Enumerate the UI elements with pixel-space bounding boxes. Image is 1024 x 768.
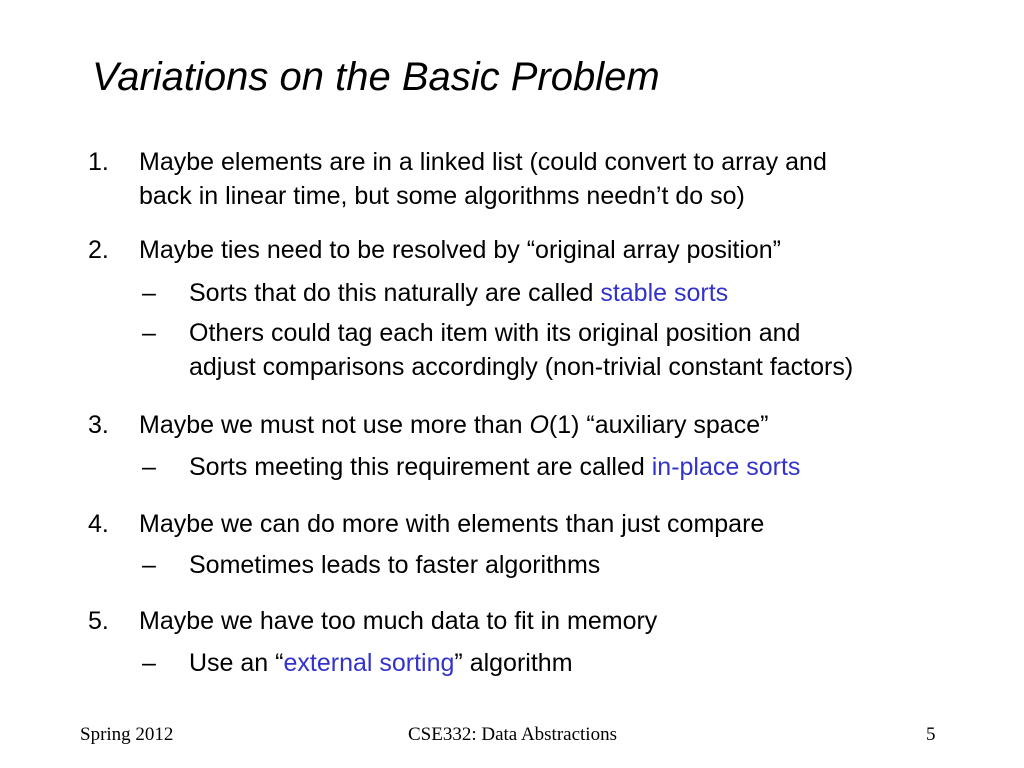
item-4-line-1: Maybe we can do more with elements than just compare: [139, 510, 765, 538]
footer-term: Spring 2012: [80, 724, 174, 745]
footer-course: CSE332: Data Abstractions: [408, 724, 617, 745]
item-3-sub-1-text: [189, 450, 989, 484]
item-5-text: [139, 604, 969, 638]
item-1-text: [139, 145, 969, 213]
footer-page-number: 5: [926, 724, 936, 745]
item-2-sub-2-line-2: adjust comparisons accordingly (non-trivial constant factors): [189, 353, 854, 381]
item-2-sub-2-text: [189, 316, 989, 384]
item-2-sub-1-dash: –: [142, 279, 156, 307]
external-sorting-highlight: external sorting: [283, 649, 455, 677]
item-3-text: [139, 408, 969, 442]
item-4-text: [139, 507, 969, 541]
item-5-sub-1-text: [189, 646, 989, 680]
item-4-sub-1-text: [189, 548, 989, 582]
item-3-sub-1-line: [189, 450, 989, 484]
item-5-sub-1-line: [189, 646, 989, 680]
item-2-sub-2-line-1: Others could tag each item with its original position and: [189, 319, 801, 347]
item-4-sub-1-dash: –: [142, 551, 156, 579]
item-1-line-2: back in linear time, but some algorithms needn’t do so): [139, 182, 745, 210]
stable-sorts-highlight: stable sorts: [600, 279, 729, 307]
item-4-sub-1-line: Sometimes leads to faster algorithms: [189, 551, 601, 579]
item-2-number: 2.: [88, 236, 109, 264]
item-1-number: 1.: [88, 148, 109, 176]
item-5-sub-1-after: ” algorithm: [454, 649, 573, 677]
item-4-number: 4.: [88, 510, 109, 538]
item-3-line-1: [139, 408, 969, 442]
big-o-italic: O: [529, 411, 549, 439]
item-1-line-1: Maybe elements are in a linked list (could convert to array and: [139, 148, 827, 176]
item-2-line-1: Maybe ties need to be resolved by “original array position”: [139, 236, 782, 264]
item-2-text: [139, 233, 969, 267]
item-3-sub-1-dash: –: [142, 453, 156, 481]
in-place-sorts-highlight: in-place sorts: [651, 453, 801, 481]
item-3-sub-1-before: Sorts meeting this requirement are called: [189, 453, 652, 481]
item-2-sub-1-text: [189, 276, 989, 310]
item-5-number: 5.: [88, 607, 109, 635]
item-2-sub-2-dash: –: [142, 319, 156, 347]
slide-title: Variations on the Basic Problem: [92, 55, 660, 99]
item-3-number: 3.: [88, 411, 109, 439]
item-3-before: Maybe we must not use more than: [139, 411, 530, 439]
item-2-sub-1-line: [189, 276, 989, 310]
item-5-sub-1-dash: –: [142, 649, 156, 677]
item-3-after: (1) “auxiliary space”: [548, 411, 769, 439]
item-5-line-1: Maybe we have too much data to fit in memory: [139, 607, 658, 635]
item-2-sub-1-before: Sorts that do this naturally are called: [189, 279, 601, 307]
item-5-sub-1-before: Use an “: [189, 649, 284, 677]
